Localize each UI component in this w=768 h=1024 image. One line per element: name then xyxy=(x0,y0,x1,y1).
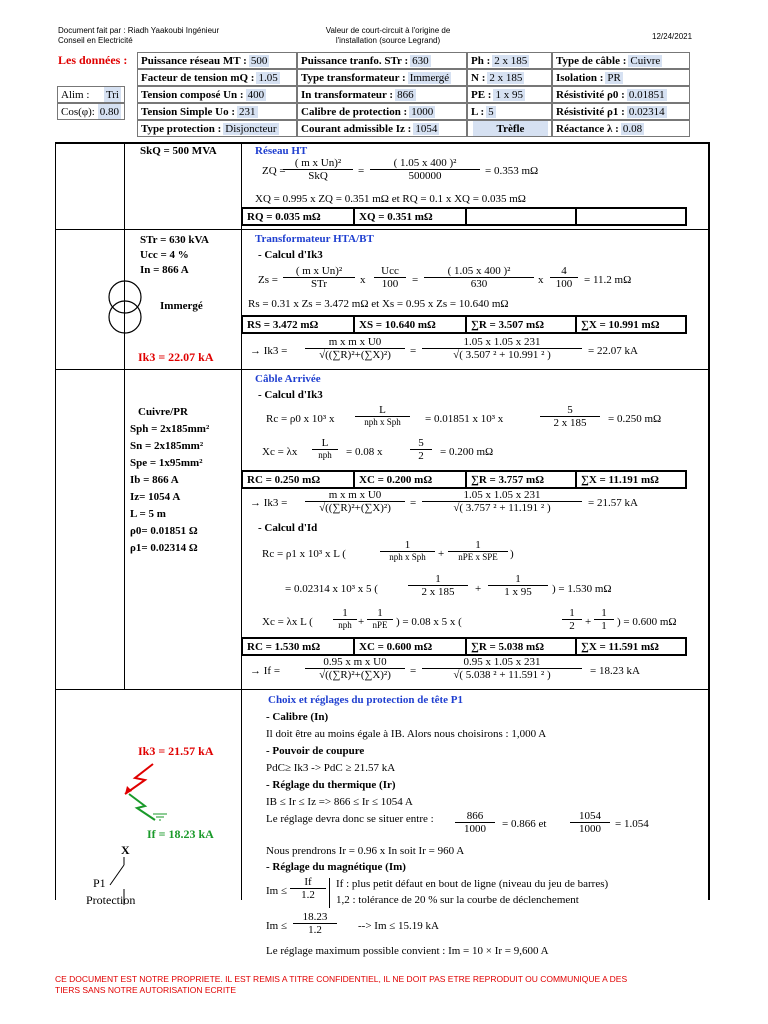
alim-label: Alim : xyxy=(61,89,90,101)
document-date: 12/24/2021 xyxy=(652,32,693,41)
rho0-value: ρ0= 0.01851 Ω xyxy=(130,525,198,537)
xc-result: = 0.200 mΩ xyxy=(440,446,494,458)
zq-fraction-1: ( m x Un)² SkQ xyxy=(283,157,353,182)
transfo-subtitle: - Calcul d'Ik3 xyxy=(258,249,323,261)
xc2-fraction-4: $\frac{1}{1}$ xyxy=(594,607,614,632)
donnees-value: 630 xyxy=(412,55,429,67)
calibre-text: Il doit être au moins égale à IB. Alors nous choisirons : 1,000 A xyxy=(266,728,547,740)
donnees-label: Réactance λ : xyxy=(556,123,619,135)
im-note-1: If : plus petit défaut en bout de ligne (niveau du jeu de barres) xyxy=(336,878,609,890)
rc2b-result: ) = 1.530 mΩ xyxy=(552,583,612,595)
if-fraction-2: $\frac{0.95 x 1.05 x 231}{\text{√( 5.038 ² + 11.591 ² )}}$ xyxy=(422,656,582,681)
rc2b-lhs: = 0.02314 x 10³ x 5 ( xyxy=(285,583,378,595)
donnees-label: Ph : xyxy=(471,55,491,67)
xc2-fraction-3: $\frac{1}{2}$ xyxy=(562,607,582,632)
rc-lhs: Rc = ρ0 x 10³ x xyxy=(266,413,335,425)
sum-r-cable: ∑R = 3.757 mΩ xyxy=(467,472,577,487)
donnees-value: Immergé xyxy=(409,72,450,84)
cable-sub2: - Calcul d'Id xyxy=(258,522,318,534)
donnees-col1-row-3 xyxy=(137,103,297,120)
donnees-col1-row-0 xyxy=(137,52,297,69)
ib-value: Ib = 866 A xyxy=(130,474,179,486)
donnees-value: 0.08 xyxy=(622,123,643,135)
rc-fraction-1: L nph x Sph xyxy=(355,404,410,427)
str-value: STr = 630 kVA xyxy=(140,234,209,246)
ucc-value: Ucc = 4 % xyxy=(140,249,189,261)
donnees-col3-row-3 xyxy=(467,103,552,120)
reseau-empty-1 xyxy=(467,209,577,224)
rc-fraction-2: $\frac{5}{2 x 185}$ xyxy=(540,404,600,429)
donnees-value: 1000 xyxy=(411,106,434,118)
donnees-col4-row-2 xyxy=(552,86,690,103)
zs-fraction-1: ( m x Un)² STr xyxy=(283,265,355,290)
rs-result: RS = 3.472 mΩ xyxy=(243,317,355,332)
cable-title: Câble Arrivée xyxy=(255,373,321,385)
zs-fraction-2: Ucc 100 xyxy=(374,265,406,290)
sum-x-cable-2: ∑X = 11.591 mΩ xyxy=(581,641,659,653)
donnees-label: In transformateur : xyxy=(301,89,394,101)
rc-result-box: RC = 0.250 mΩ xyxy=(243,472,355,487)
donnees-col1-row-4 xyxy=(137,120,297,137)
donnees-label: Les données : xyxy=(58,53,128,67)
xc-fraction-1: L nph xyxy=(312,437,338,460)
section-separator-1 xyxy=(55,229,710,230)
cos-phi-value: 0.80 xyxy=(99,106,119,118)
cos-phi-cell xyxy=(57,103,125,120)
xc-mid: = 0.08 x xyxy=(346,446,383,458)
if-result: = 18.23 kA xyxy=(590,665,640,677)
zs-result: = 11.2 mΩ xyxy=(584,274,632,286)
xc2-lhs: Xc = λx L ( xyxy=(262,616,313,628)
reglage-text: Le réglage devra donc se situer entre : xyxy=(266,813,434,825)
author-line-2: Conseil en Electricité xyxy=(58,36,133,45)
pdc-text: PdC≥ Ik3 -> PdC ≥ 21.57 kA xyxy=(266,762,396,774)
ik3-lhs: → Ik3 = xyxy=(250,345,288,357)
xc2-result: ) = 0.600 mΩ xyxy=(617,616,677,628)
donnees-label: L : xyxy=(471,106,485,118)
donnees-label: Tension Simple Uo : xyxy=(141,106,236,118)
frame-top xyxy=(55,142,710,144)
donnees-col4-row-4 xyxy=(552,120,690,137)
donnees-value: PR xyxy=(607,72,621,84)
rs-line: Rs = 0.31 x Zs = 3.472 mΩ et Xs = 0.95 x Zs = 10.640 mΩ xyxy=(248,298,509,310)
section-separator-3 xyxy=(55,689,710,690)
donnees-value: Cuivre xyxy=(630,55,661,67)
sum-x-result: ∑X = 10.991 mΩ xyxy=(581,319,660,331)
confidentiality-footer xyxy=(55,974,627,996)
donnees-value: 0.02314 xyxy=(628,106,665,118)
sum-r-result: ∑R = 3.507 mΩ xyxy=(467,317,577,332)
frame-right xyxy=(708,142,710,900)
zq-result: = 0.353 mΩ xyxy=(485,165,539,177)
im-note-2: 1,2 : tolérance de 20 % sur la courbe de déclenchement xyxy=(336,894,579,906)
donnees-value: 1 x 95 xyxy=(495,89,523,101)
donnees-label: Puissance réseau MT : xyxy=(141,55,247,67)
rc2b-fraction-2: $\frac{1}{1 x 95}$ xyxy=(488,573,548,598)
ik3-fraction-1: $\frac{\text{m x m x U0}}{\text{√((∑R)²+(∑X)²)}}$ xyxy=(305,336,405,361)
xq-line: XQ = 0.995 x ZQ = 0.351 mΩ et RQ = 0.1 x XQ = 0.035 mΩ xyxy=(255,193,526,205)
zs-fraction-3: $\frac{\text{( 1.05 x 400 )²}}{630}$ xyxy=(424,265,534,290)
donnees-col2-row-2 xyxy=(297,86,467,103)
cable-ik3-result: = 21.57 kA xyxy=(588,497,638,509)
donnees-col2-row-4 xyxy=(297,120,467,137)
thermique-title: - Réglage du thermique (Ir) xyxy=(266,779,396,791)
cable-result-box-2 xyxy=(241,637,687,656)
sum-x-cable: ∑X = 11.191 mΩ xyxy=(581,474,659,486)
cable-result-box-1 xyxy=(241,470,687,489)
im2-lhs: Im ≤ xyxy=(266,920,288,932)
cable-ik3-fraction-2: $\frac{1.05 x 1.05 x 231}{\text{√( 3.757 ² + 11.191 ² )}}$ xyxy=(422,489,582,514)
protection-title: Choix et réglages du protection de tête P1 xyxy=(268,694,464,706)
fault-lightning-icon xyxy=(115,762,175,822)
in-value: In = 866 A xyxy=(140,264,189,276)
skq-label: SkQ = 500 MVA xyxy=(140,145,217,157)
spe-value: Spe = 1x95mm² xyxy=(130,457,203,469)
p1-label: P1 xyxy=(93,876,106,890)
transfo-type: Immergé xyxy=(160,300,203,312)
donnees-col4-row-0 xyxy=(552,52,690,69)
ik3-fraction-2: $\frac{1.05 x 1.05 x 231}{\text{√( 3.507 ² + 10.991 ² )}}$ xyxy=(422,336,582,361)
donnees-col2-row-3 xyxy=(297,103,467,120)
xc2-mid: ) = 0.08 x 5 x ( xyxy=(396,616,462,628)
transfo-title: Transformateur HTA/BT xyxy=(255,233,374,245)
rq-result: RQ = 0.035 mΩ xyxy=(243,209,355,224)
donnees-label: Calibre de protection : xyxy=(301,106,408,118)
alim-cell xyxy=(57,86,125,103)
iz-value: Iz= 1054 A xyxy=(130,491,181,503)
im2-fraction: $\frac{18.23}{1.2}$ xyxy=(293,911,337,936)
donnees-value: 2 x 185 xyxy=(494,55,528,67)
donnees-value: 1.05 xyxy=(258,72,278,84)
cable-params xyxy=(130,404,209,557)
donnees-label: N : xyxy=(471,72,486,84)
document-title xyxy=(313,26,463,46)
frame-divider xyxy=(241,142,242,900)
zs-lhs: Zs = xyxy=(258,274,278,286)
magnetique-title: - Réglage du magnétique (Im) xyxy=(266,861,406,873)
pdc-title: - Pouvoir de coupure xyxy=(266,745,365,757)
alim-value: Tri xyxy=(105,89,119,101)
cable-ik3-fraction-1: $\frac{\text{m x m x U0}}{\text{√((∑R)²+(∑X)²)}}$ xyxy=(305,489,405,514)
donnees-value: 0.01851 xyxy=(628,89,665,101)
reseau-result-box xyxy=(241,207,687,226)
rc2-fraction-1: 1 nph x Sph xyxy=(380,539,435,562)
donnees-col2-row-1 xyxy=(297,69,467,86)
footer-line-2: TIERS SANS NOTRE AUTORISATION ECRITE xyxy=(55,985,237,995)
donnees-label: Type de câble : xyxy=(556,55,627,67)
donnees-value: Trèfle xyxy=(473,121,548,137)
footer-line-1: CE DOCUMENT EST NOTRE PROPRIETE. IL EST REMIS A TITRE CONFIDENTIEL, IL NE DOIT PAS ETRE REPRODUIT OU COMMUNIQUE A DES xyxy=(55,974,628,984)
donnees-label: PE : xyxy=(471,89,492,101)
cable-ik3-lhs: → Ik3 = xyxy=(250,497,288,509)
xc2-fraction-1: 1 nph xyxy=(333,607,357,630)
donnees-label: Tension composé Un : xyxy=(141,89,244,101)
im2-result: --> Im ≤ 15.19 kA xyxy=(358,920,439,932)
im-lhs: Im ≤ xyxy=(266,885,288,897)
donnees-col4-row-3 xyxy=(552,103,690,120)
cable-sub1: - Calcul d'Ik3 xyxy=(258,389,323,401)
donnees-label: Type transformateur : xyxy=(301,72,406,84)
author-info xyxy=(58,26,219,46)
protection-ik3: Ik3 = 21.57 kA xyxy=(138,744,214,758)
xc-lhs: Xc = λx xyxy=(262,446,298,458)
transfo-params xyxy=(140,233,209,278)
transformer-symbol-icon xyxy=(103,278,147,338)
xc-fraction-2: $\frac{5}{2}$ xyxy=(410,437,432,462)
rc2b-fraction-1: $\frac{1}{2 x 185}$ xyxy=(408,573,468,598)
donnees-value: 400 xyxy=(247,89,265,101)
cos-phi-label: Cos(φ): xyxy=(61,106,95,118)
rc-result: = 0.250 mΩ xyxy=(608,413,662,425)
sph-value: Sph = 2x185mm² xyxy=(130,423,210,435)
donnees-col3-row-0 xyxy=(467,52,552,69)
xc2-result-box: XC = 0.600 mΩ xyxy=(355,639,467,654)
sn-value: Sn = 2x185mm² xyxy=(130,440,204,452)
donnees-value: 231 xyxy=(239,106,256,118)
donnees-col1-row-1 xyxy=(137,69,297,86)
protection-if: If = 18.23 kA xyxy=(147,827,214,841)
length-value: L = 5 m xyxy=(130,508,166,520)
donnees-label: Courant admissible Iz : xyxy=(301,123,412,135)
donnees-label: Résistivité ρ0 : xyxy=(556,89,625,101)
donnees-value: 5 xyxy=(488,106,494,118)
thermique-text: IB ≤ Ir ≤ Iz => 866 ≤ Ir ≤ 1054 A xyxy=(266,796,413,808)
donnees-label: Type protection : xyxy=(141,123,222,135)
donnees-col3-row-1 xyxy=(467,69,552,86)
reglage-fraction-2: $\frac{1054}{1000}$ xyxy=(570,810,610,835)
zq-fraction-2: $\frac{\text{( 1.05 x 400 )²}}{500000}$ xyxy=(370,157,480,182)
donnees-label: Facteur de tension mQ : xyxy=(141,72,255,84)
donnees-label: Isolation : xyxy=(556,72,604,84)
calibre-title: - Calibre (In) xyxy=(266,711,329,723)
transfo-ik3: Ik3 = 22.07 kA xyxy=(138,350,214,364)
cable-type: Cuivre/PR xyxy=(138,406,188,418)
donnees-col3-row-4 xyxy=(467,120,552,137)
reseau-ht-title: Réseau HT xyxy=(255,145,308,157)
rc2-result-box: RC = 1.530 mΩ xyxy=(243,639,355,654)
p1-protection-label: Protection xyxy=(86,893,136,907)
ik3-result: = 22.07 kA xyxy=(588,345,638,357)
transfo-result-box xyxy=(241,315,687,334)
busbar-line xyxy=(124,142,125,689)
rc-mid: = 0.01851 x 10³ x xyxy=(425,413,504,425)
xc2-fraction-2: 1 nPE xyxy=(367,607,393,630)
im-max-text: Le réglage maximum possible convient : Im = 10 × Ir = 9,600 A xyxy=(266,945,549,957)
breaker-x-mark: X xyxy=(121,843,130,857)
frame-left xyxy=(55,142,56,900)
zs-fraction-4: $\frac{4}{100}$ xyxy=(550,265,578,290)
rc2-lhs: Rc = ρ1 x 10³ x L ( xyxy=(262,548,346,560)
reseau-empty-2 xyxy=(577,209,685,224)
im-fraction: $\frac{If}{1.2}$ xyxy=(290,876,326,901)
donnees-label: Puissance tranfo. STr : xyxy=(301,55,409,67)
donnees-value: 500 xyxy=(250,55,268,67)
prendrons-text: Nous prendrons Ir = 0.96 x In soit Ir = 960 A xyxy=(266,845,465,857)
reglage-mid: = 0.866 et xyxy=(502,818,547,830)
zq-lhs: ZQ = xyxy=(262,165,286,177)
title-line-1: Valeur de court-circuit à l'origine de xyxy=(325,26,451,35)
section-separator-2 xyxy=(55,369,710,370)
donnees-label: Résistivité ρ1 : xyxy=(556,106,625,118)
donnees-col1-row-2 xyxy=(137,86,297,103)
reglage-fraction-1: $\frac{866}{1000}$ xyxy=(455,810,495,835)
if-fraction-1: $\frac{\text{0.95 x m x U0}}{\text{√((∑R)²+(∑X)²)}}$ xyxy=(305,656,405,681)
donnees-col3-row-2 xyxy=(467,86,552,103)
author-line-1: Document fait par : Riadh Yaakoubi Ingénieur xyxy=(58,26,220,35)
title-line-2: l'installation (source Legrand) xyxy=(335,36,441,45)
donnees-col2-row-0 xyxy=(297,52,467,69)
if-lhs: → If = xyxy=(250,665,281,677)
im-bracket xyxy=(329,878,330,908)
reglage-end: = 1.054 xyxy=(615,818,649,830)
xs-result: XS = 10.640 mΩ xyxy=(355,317,467,332)
sum-r-cable-2: ∑R = 5.038 mΩ xyxy=(467,639,577,654)
donnees-value: 1054 xyxy=(415,123,438,135)
donnees-col4-row-1 xyxy=(552,69,690,86)
xc-result-box: XC = 0.200 mΩ xyxy=(355,472,467,487)
donnees-value: Disjoncteur xyxy=(225,123,277,135)
donnees-value: 866 xyxy=(397,89,414,101)
donnees-value: 2 x 185 xyxy=(489,72,523,84)
xq-result: XQ = 0.351 mΩ xyxy=(355,209,467,224)
rc2-fraction-2: 1 nPE x SPE xyxy=(448,539,508,562)
rho1-value: ρ1= 0.02314 Ω xyxy=(130,542,198,554)
